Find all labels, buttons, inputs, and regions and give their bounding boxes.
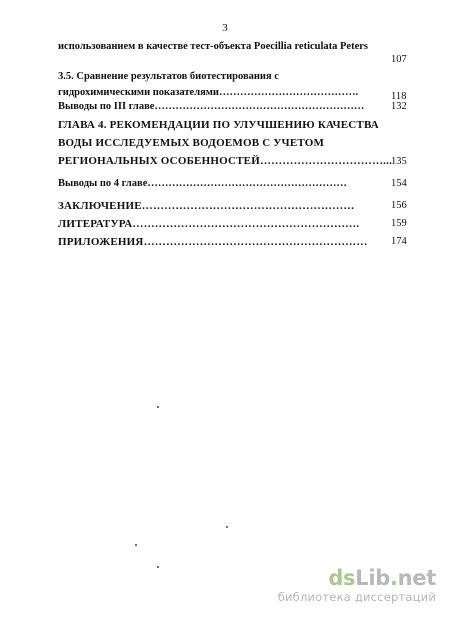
toc-page-135: 135 (391, 156, 407, 167)
dslib-watermark (278, 567, 436, 604)
toc-line-appendices: ПРИЛОЖЕНИЯ…………………………………………………… (58, 236, 368, 248)
toc-line-regional: РЕГИОНАЛЬНЫХ ОСОБЕННОСТЕЙ……………………………... (58, 155, 393, 167)
toc-line-hydrochemical: гидрохимическими показателями…………………………………. (58, 87, 359, 98)
scan-speck (157, 406, 159, 408)
toc-line-section-3-5: 3.5. Сравнение результатов биотестирования с (58, 71, 279, 82)
page-number: 3 (222, 22, 228, 34)
scan-speck (157, 566, 159, 568)
toc-line-conclusions-4: Выводы по 4 главе………………………………………………… (58, 178, 347, 189)
toc-line-chapter-4-cont: ВОДЫ ИССЛЕДУЕМЫХ ВОДОЕМОВ С УЧЕТОМ (58, 137, 325, 149)
toc-page-159: 159 (391, 218, 407, 229)
toc-page-118: 118 (391, 91, 407, 102)
toc-page-154: 154 (391, 178, 407, 189)
dslib-subtitle: библиотека диссертаций (277, 590, 436, 604)
toc-line-conclusions-3: Выводы по III главе…………………………………………………… (58, 101, 365, 112)
toc-line-conclusion: ЗАКЛЮЧЕНИЕ………………………………………………… (58, 200, 355, 212)
toc-page-156: 156 (391, 200, 407, 211)
toc-page-132: 132 (391, 101, 407, 112)
scan-speck (226, 526, 228, 528)
scan-speck (135, 544, 137, 546)
dslib-logo: dsLib.net (328, 566, 436, 590)
toc-line-poecillia: использованием в качестве тест-объекта Poecillia reticulata Peters (58, 41, 369, 52)
toc-line-chapter-4-title: ГЛАВА 4. РЕКОМЕНДАЦИИ ПО УЛУЧШЕНИЮ КАЧЕСТВА (58, 119, 379, 131)
toc-line-literature: ЛИТЕРАТУРА……………………………………………………. (58, 218, 360, 230)
toc-page-174: 174 (391, 236, 407, 247)
toc-page-107: 107 (391, 54, 407, 65)
